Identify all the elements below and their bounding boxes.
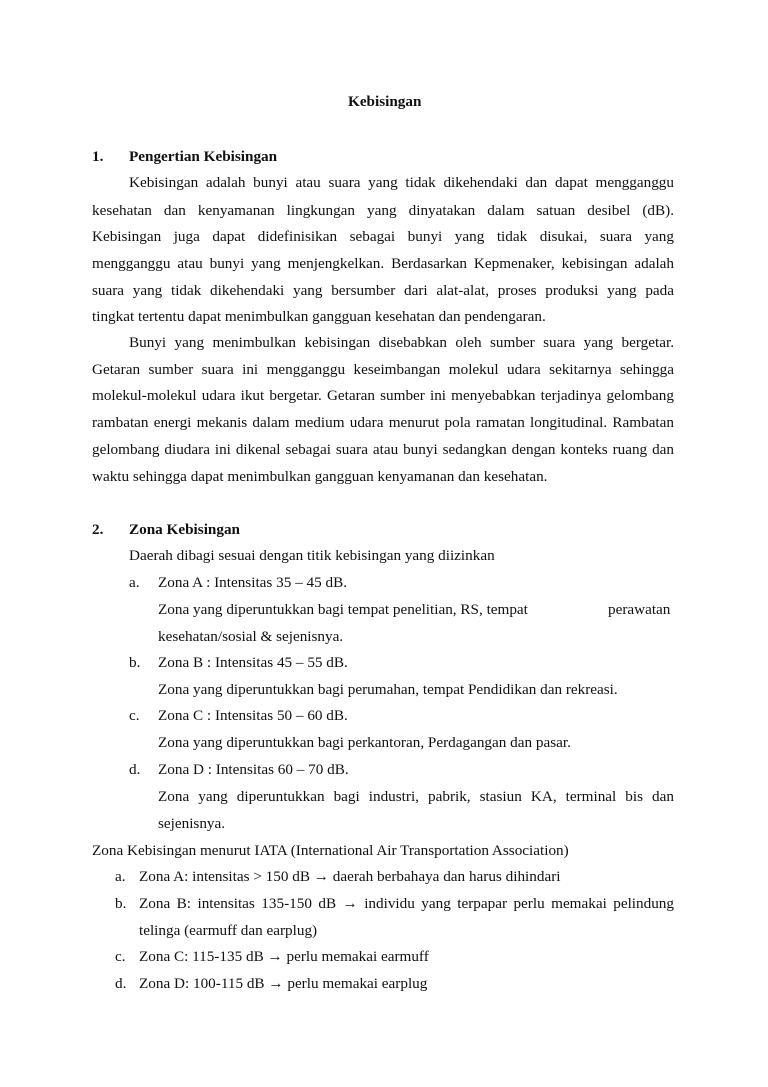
- iata-c-line-1: Zona C: 115-135 dB → perlu memakai earmuff: [139, 948, 429, 965]
- s1-p1-line-3: Kebisingan juga dapat didefinisikan sebagai bunyi yang tidak disukai, suara yang: [92, 228, 674, 245]
- s1-p2-line-1: Bunyi yang menimbulkan kebisingan disebabkan oleh sumber suara yang bergetar.: [129, 334, 674, 351]
- zone-a-desc-2: perawatan: [608, 601, 671, 618]
- zone-a-label: Zona A : Intensitas 35 – 45 dB.: [158, 574, 347, 591]
- zone-a-desc-3: kesehatan/sosial & sejenisnya.: [158, 628, 344, 645]
- section-2-heading: Zona Kebisingan: [129, 521, 240, 538]
- zone-b-letter: b.: [129, 654, 141, 671]
- s1-p1-line-2: kesehatan dan kenyamanan lingkungan yang dinyatakan dalam satuan desibel (dB).: [92, 202, 674, 219]
- s1-p2-line-6: waktu sehingga dapat menimbulkan gangguan kenyamanan dan kesehatan.: [92, 468, 548, 485]
- zone-b-label: Zona B : Intensitas 45 – 55 dB.: [158, 654, 348, 671]
- document-title: Kebisingan: [348, 93, 422, 110]
- s1-p1-line-4: mengganggu atau bunyi yang menjengkelkan. Berdasarkan Kepmenaker, kebisingan adalah: [92, 255, 674, 272]
- s1-p2-line-4: rambatan energi mekanis dalam medium udara menurut pola ramatan longitudinal. Rambatan: [92, 414, 674, 431]
- iata-a-line-1: Zona A: intensitas > 150 dB → daerah berbahaya dan harus dihindari: [139, 868, 561, 885]
- zone-c-desc-1: Zona yang diperuntukkan bagi perkantoran, Perdagangan dan pasar.: [158, 734, 571, 751]
- zone-c-label: Zona C : Intensitas 50 – 60 dB.: [158, 707, 348, 724]
- iata-b-letter: b.: [115, 895, 127, 912]
- zone-d-letter: d.: [129, 761, 141, 778]
- zone-d-desc-2: sejenisnya.: [158, 815, 226, 832]
- s1-p2-line-3: molekul-molekul udara ikut bergetar. Getaran sumber ini menyebabkan terjadinya gelombang: [92, 387, 674, 404]
- section-1-heading: Pengertian Kebisingan: [129, 148, 278, 165]
- zone-a-desc-1: Zona yang diperuntukkan bagi tempat penelitian, RS, tempat: [158, 601, 528, 618]
- zone-d-desc-1: Zona yang diperuntukkan bagi industri, pabrik, stasiun KA, terminal bis dan: [158, 788, 674, 805]
- zone-d-label: Zona D : Intensitas 60 – 70 dB.: [158, 761, 349, 778]
- s1-p1-line-1: Kebisingan adalah bunyi atau suara yang tidak dikehendaki dan dapat mengganggu: [129, 174, 674, 191]
- s1-p2-line-5: gelombang diudara ini dikenal sebagai suara atau bunyi sedangkan dengan konteks ruang dan: [92, 441, 674, 458]
- zone-c-letter: c.: [129, 707, 140, 724]
- iata-d-line-1: Zona D: 100-115 dB → perlu memakai earplug: [139, 975, 428, 992]
- zone-b-desc-1: Zona yang diperuntukkan bagi perumahan, tempat Pendidikan dan rekreasi.: [158, 681, 618, 698]
- s1-p1-line-6: tingkat tertentu dapat menimbulkan gangguan kesehatan dan pendengaran.: [92, 308, 546, 325]
- s1-p2-line-2: Getaran sumber suara ini mengganggu keseimbangan molekul udara sekitarnya sehingga: [92, 361, 674, 378]
- section-1-number: 1.: [92, 148, 104, 165]
- iata-b-line-2: telinga (earmuff dan earplug): [139, 922, 318, 939]
- iata-a-letter: a.: [115, 868, 126, 885]
- s1-p1-line-5: suara yang tidak dikehendaki yang bersumber dari alat-alat, proses produksi yang pada: [92, 282, 674, 299]
- s2-intro: Daerah dibagi sesuai dengan titik kebisingan yang diizinkan: [129, 547, 495, 564]
- iata-d-letter: d.: [115, 975, 127, 992]
- iata-c-letter: c.: [115, 948, 126, 965]
- iata-intro: Zona Kebisingan menurut IATA (International Air Transportation Association): [92, 842, 569, 859]
- zone-a-letter: a.: [129, 574, 140, 591]
- section-2-number: 2.: [92, 521, 104, 538]
- iata-b-line-1: Zona B: intensitas 135-150 dB → individu yang terpapar perlu memakai pelindung: [139, 895, 674, 912]
